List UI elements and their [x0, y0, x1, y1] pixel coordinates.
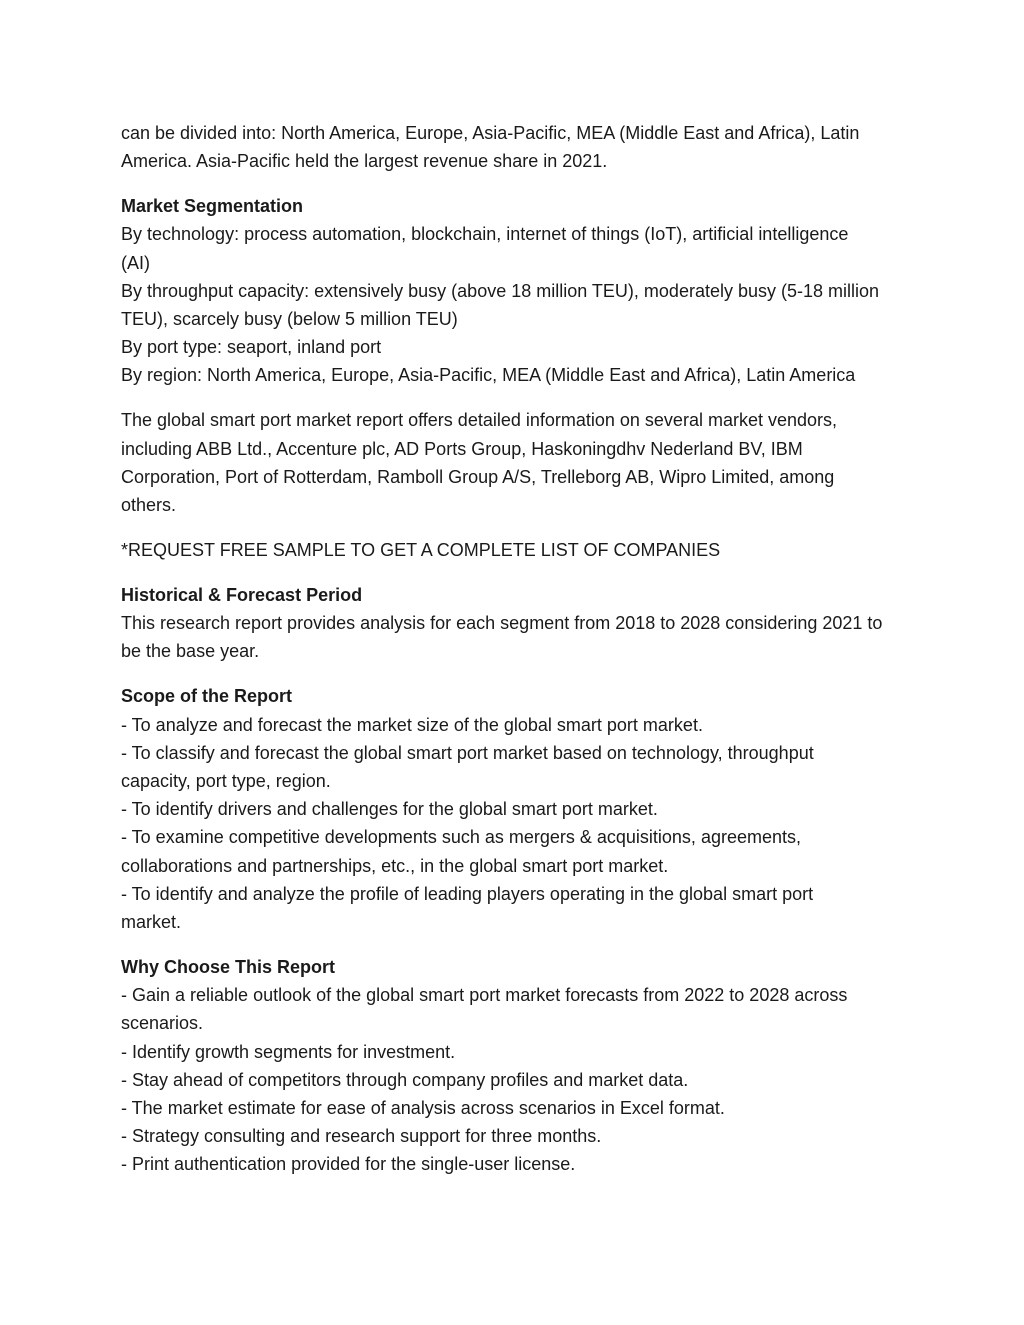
text-line: - Strategy consulting and research support for three months.: [121, 1126, 602, 1147]
request-sample-paragraph: [121, 536, 911, 564]
text-line: By port type: seaport, inland port: [121, 337, 382, 358]
document-page: [121, 119, 911, 1195]
historical-forecast-section: [121, 581, 911, 666]
text-line: This research report provides analysis for each segment from 2018 to 2028 considering 2021 to: [121, 613, 883, 634]
request-sample-text: *REQUEST FREE SAMPLE TO GET A COMPLETE LIST OF COMPANIES: [121, 540, 721, 561]
text-line: The global smart port market report offers detailed information on several market vendors,: [121, 410, 838, 431]
why-choose-section: [121, 953, 911, 1179]
section-heading: Historical & Forecast Period: [121, 585, 363, 606]
text-line: capacity, port type, region.: [121, 771, 331, 792]
text-line: (AI): [121, 252, 150, 273]
text-line: - To examine competitive developments such as mergers & acquisitions, agreements,: [121, 827, 801, 848]
vendors-paragraph: [121, 406, 911, 519]
section-heading: Why Choose This Report: [121, 957, 336, 978]
text-line: - Print authentication provided for the single-user license.: [121, 1154, 576, 1175]
market-segmentation-section: [121, 192, 911, 389]
intro-paragraph: [121, 119, 911, 175]
text-line: scenarios.: [121, 1013, 204, 1034]
text-line: America. Asia-Pacific held the largest revenue share in 2021.: [121, 151, 608, 172]
text-line: - The market estimate for ease of analysis across scenarios in Excel format.: [121, 1098, 725, 1119]
text-line: TEU), scarcely busy (below 5 million TEU): [121, 309, 458, 330]
text-line: including ABB Ltd., Accenture plc, AD Ports Group, Haskoningdhv Nederland BV, IBM: [121, 438, 803, 459]
scope-section: [121, 682, 911, 936]
text-line: collaborations and partnerships, etc., in the global smart port market.: [121, 855, 669, 876]
text-line: others.: [121, 495, 177, 516]
text-line: - To analyze and forecast the market size of the global smart port market.: [121, 714, 703, 735]
text-line: - To identify and analyze the profile of leading players operating in the global smart port: [121, 883, 814, 904]
text-line: By technology: process automation, blockchain, internet of things (IoT), artificial intelligence: [121, 224, 849, 245]
text-line: - To identify drivers and challenges for the global smart port market.: [121, 799, 658, 820]
text-line: - Gain a reliable outlook of the global smart port market forecasts from 2022 to 2028 across: [121, 985, 848, 1006]
text-line: - Stay ahead of competitors through company profiles and market data.: [121, 1069, 689, 1090]
text-line: market.: [121, 912, 182, 933]
section-heading: Scope of the Report: [121, 686, 293, 707]
text-line: By throughput capacity: extensively busy (above 18 million TEU), moderately busy (5-18 million: [121, 280, 880, 301]
text-line: be the base year.: [121, 641, 260, 662]
text-line: By region: North America, Europe, Asia-Pacific, MEA (Middle East and Africa), Latin America: [121, 365, 856, 386]
text-line: - Identify growth segments for investment.: [121, 1041, 456, 1062]
text-line: - To classify and forecast the global smart port market based on technology, throughput: [121, 742, 814, 763]
text-line: can be divided into: North America, Europe, Asia-Pacific, MEA (Middle East and Africa), Latin: [121, 123, 860, 143]
text-line: Corporation, Port of Rotterdam, Ramboll Group A/S, Trelleborg AB, Wipro Limited, among: [121, 466, 835, 487]
section-heading: Market Segmentation: [121, 196, 304, 217]
